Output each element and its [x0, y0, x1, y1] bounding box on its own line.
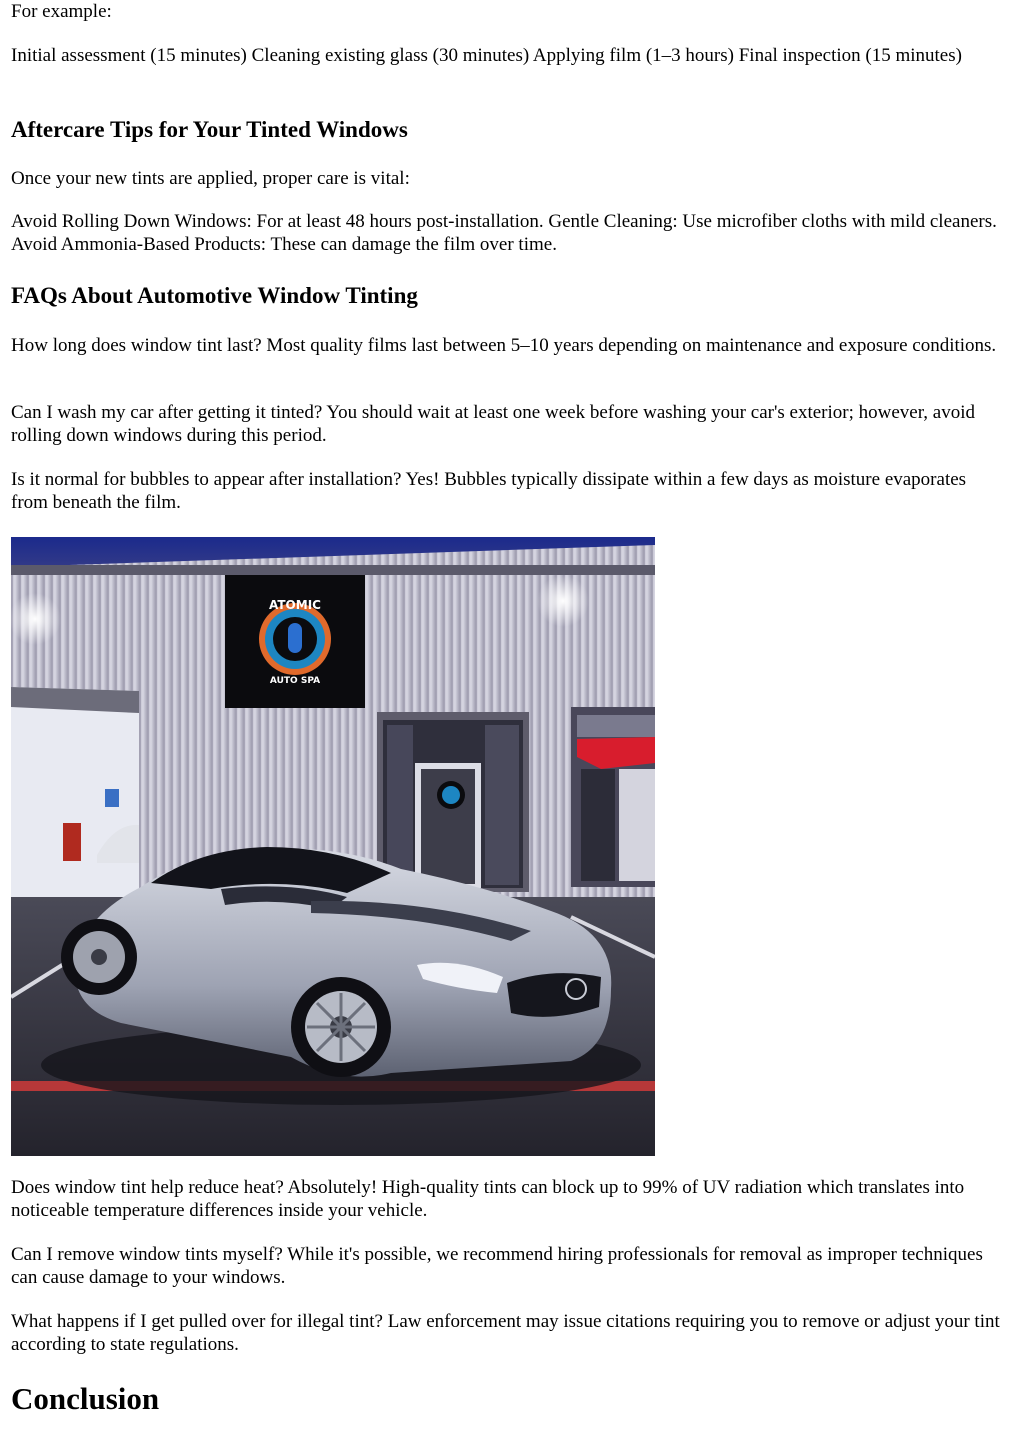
faq-heading: FAQs About Automotive Window Tinting [11, 283, 418, 308]
car-shop-photo [11, 537, 655, 1156]
aftercare-tips: Avoid Rolling Down Windows: For at least 48 hours post-installation. Gentle Cleaning: Use microfiber cloths with mild cleaners. Avoid Ammonia-Based Products: These can damage the film over time. [11, 211, 997, 255]
faq-item: Does window tint help reduce heat? Absolutely! High-quality tints can block up to 99% of UV radiation which translates into noticeable temperature differences inside your vehicle. [11, 1177, 965, 1221]
sign-bottom-text: AUTO SPA [269, 676, 321, 686]
faq-item: What happens if I get pulled over for illegal tint? Law enforcement may issue citations requiring you to remove or adjust your tint according to state regulations. [11, 1311, 1000, 1355]
sign-top-text: ATOMIC [269, 598, 321, 612]
aftercare-heading: Aftercare Tips for Your Tinted Windows [11, 117, 408, 142]
intro-text: For example: [11, 1, 112, 22]
aftercare-lead: Once your new tints are applied, proper care is vital: [11, 168, 410, 189]
faq-item: How long does window tint last? Most quality films last between 5–10 years depending on maintenance and exposure conditions. [11, 335, 997, 356]
faq-item: Can I remove window tints myself? While it's possible, we recommend hiring professionals for removal as improper techniques can cause damage to your windows. [11, 1244, 983, 1288]
timeline-paragraph: Initial assessment (15 minutes) Cleaning existing glass (30 minutes) Applying film (1–3 hours) Final inspection (15 minutes) [11, 45, 962, 66]
faq-item: Is it normal for bubbles to appear after installation? Yes! Bubbles typically dissipate within a few days as moisture evaporates from beneath the film. [11, 469, 967, 513]
conclusion-heading: Conclusion [11, 1381, 160, 1416]
faq-item: Can I wash my car after getting it tinted? You should wait at least one week before washing your car's exterior; however, avoid rolling down windows during this period. [11, 402, 975, 446]
